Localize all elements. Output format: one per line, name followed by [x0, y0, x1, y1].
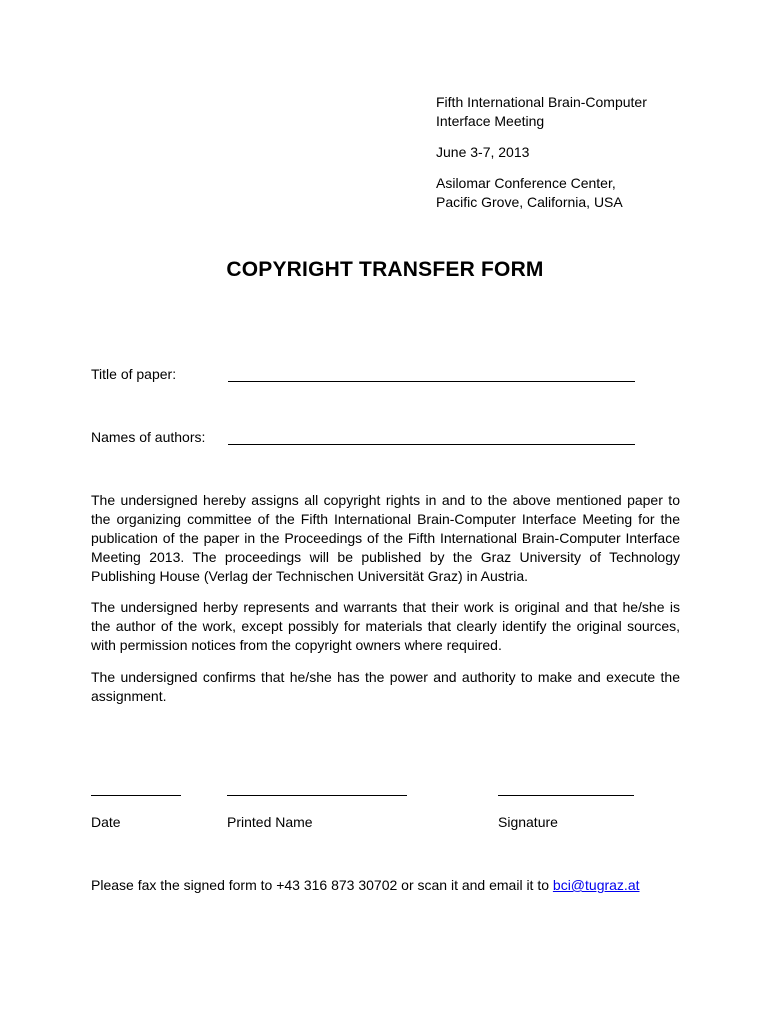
- conference-venue: [436, 174, 736, 212]
- form-title: COPYRIGHT TRANSFER FORM: [226, 258, 544, 281]
- paper-title-blank[interactable]: [228, 381, 635, 382]
- paper-title-label: Title of paper:: [91, 366, 177, 382]
- authority-paragraph: The undersigned confirms that he/she has the power and authority to make and execute the assignment.: [91, 669, 680, 704]
- conference-header: [436, 93, 736, 224]
- paper-title-field: [91, 366, 636, 386]
- authors-label: Names of authors:: [91, 429, 206, 445]
- conference-name: [436, 93, 736, 131]
- submission-instructions: [91, 877, 691, 893]
- authors-field: [91, 429, 636, 449]
- printed-name-label: Printed Name: [227, 814, 313, 830]
- assignment-paragraph: The undersigned hereby assigns all copyright rights in and to the above mentioned paper to the organizing committee of the Fifth International Brain-Computer Interface Meeting for the publication of the paper in the Proceedings of the Fifth International Brain-Computer Interface Meeting 2013. The proceedings will be published by the Graz University of Technology Publishing House (Verlag der Technischen Universität Graz) in Austria.: [91, 492, 680, 584]
- date-label: Date: [91, 814, 121, 830]
- signature-label: Signature: [498, 814, 558, 830]
- conference-dates-text: June 3-7, 2013: [436, 144, 530, 160]
- conference-dates: [436, 143, 736, 162]
- authors-blank[interactable]: [228, 444, 635, 445]
- conference-venue-line2: Pacific Grove, California, USA: [436, 194, 623, 210]
- contact-email-link[interactable]: bci@tugraz.at: [552, 877, 640, 893]
- conference-name-line2: Interface Meeting: [436, 113, 545, 129]
- conference-name-line1: Fifth International Brain-Computer: [436, 94, 647, 110]
- submission-instruction-text: Please fax the signed form to +43 316 873 30702 or scan it and email it to: [91, 877, 553, 893]
- printed-name-blank[interactable]: [227, 795, 407, 796]
- date-blank[interactable]: [91, 795, 181, 796]
- warranty-paragraph: The undersigned herby represents and warrants that their work is original and that he/she is the author of the work, except possibly for materials that clearly identify the original sources, with permission notices from the copyright owners where required.: [91, 599, 680, 653]
- signature-blank[interactable]: [498, 795, 634, 796]
- conference-venue-line1: Asilomar Conference Center,: [436, 175, 616, 191]
